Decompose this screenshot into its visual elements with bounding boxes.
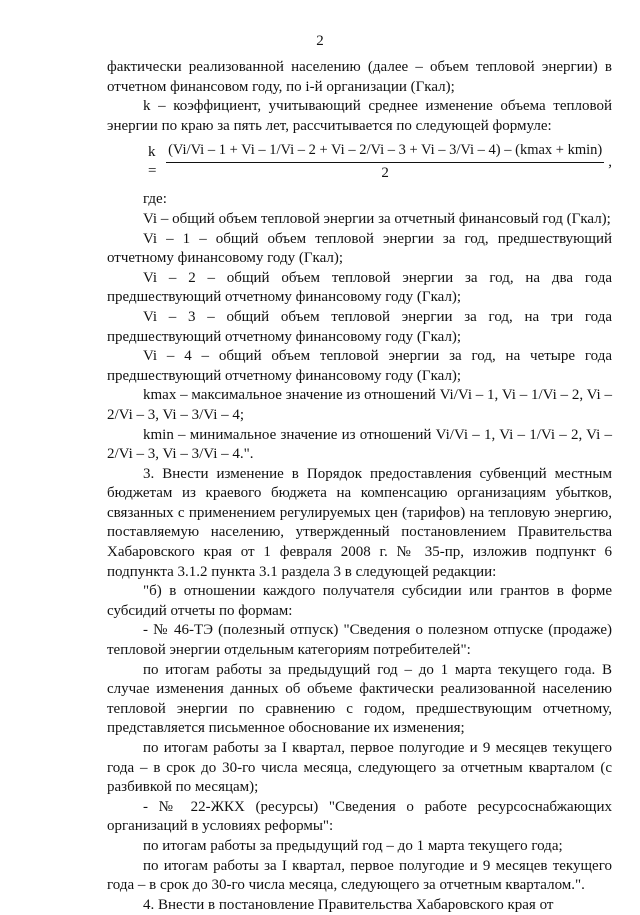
definition-vi-3: Vi – 3 – общий объем тепловой энергии за год, на три года предшествующий отчетному финансовому году (Гкал); [107, 308, 612, 345]
paragraph: "б) в отношении каждого получателя субсидии или грантов в форме субсидий отчеты по формам: [107, 583, 612, 619]
formula-fraction [166, 141, 604, 183]
paragraph: по итогам работы за предыдущий год – до 1 марта текущего года; [143, 837, 563, 854]
paragraph: по итогам работы за I квартал, первое полугодие и 9 месяцев текущего года – в срок до 30-го числа месяца, следующего за отчетным кварталом (с разбивкой по месяцам); [107, 740, 612, 796]
definition-kmax: kmax – максимальное значение из отношений Vi/Vi – 1, Vi – 1/Vi – 2, Vi – 2/Vi – 3, Vi – 3/Vi – 4; [107, 387, 612, 423]
definition-kmin: kmin – минимальное значение из отношений Vi/Vi – 1, Vi – 1/Vi – 2, Vi – 2/Vi – 3, Vi – 3/Vi – 4.". [107, 426, 612, 463]
formula-comma: , [608, 153, 612, 170]
paragraph: - № 46-ТЭ (полезный отпуск) "Сведения о полезном отпуске (продаже) тепловой энергии отдельным категориям потребителей": [107, 622, 612, 659]
definition-vi: Vi – общий объем тепловой энергии за отчетный финансовый год (Гкал); [143, 210, 611, 227]
paragraph-item-3: 3. Внести изменение в Порядок предоставления субвенций местным бюджетам из краевого бюджета на компенсацию организациям убытков, связанных с применением регулируемых цен (тарифов) на тепловую энергию, поставляемую населению, утвержденный постановлением Правительства Хабаровского края от 1 февраля 2008 г. № 35-пр, изложив подпункт 6 подпункта 3.1.2 пункта 3.1 раздела 3 в следующей редакции: [107, 465, 612, 580]
definition-vi-2: Vi – 2 – общий объем тепловой энергии за год, на два года предшествующий отчетному финансовому году (Гкал); [107, 269, 612, 306]
formula-numerator: (Vi/Vi – 1 + Vi – 1/Vi – 2 + Vi – 2/Vi – 3 + Vi – 3/Vi – 4) – (kmax + kmin) [166, 141, 604, 163]
paragraph: по итогам работы за I квартал, первое полугодие и 9 месяцев текущего года – в срок до 30-го числа месяца, следующего за отчетным кварталом.". [107, 857, 612, 894]
paragraph: фактически реализованной населению (далее – объем тепловой энергии) в отчетном финансовом году, по i-й организации (Гкал); [107, 59, 612, 95]
formula-lhs: k = [148, 143, 157, 180]
paragraph: по итогам работы за предыдущий год – до 1 марта текущего года. В случае изменения данных об объеме фактически реализованной населению тепловой энергии по сравнению с годом, предшествующим отчетному, представляется письменное обоснование их изменения; [107, 661, 612, 737]
page-number: 2 [316, 33, 324, 49]
paragraph: где: [143, 191, 167, 208]
paragraph-item-4: 4. Внести в постановление Правительства Хабаровского края от [143, 896, 554, 913]
paragraph: k – коэффициент, учитывающий среднее изменение объема тепловой энергии по краю за пять лет, рассчитывается по следующей формуле: [107, 98, 612, 134]
formula-denominator: 2 [381, 164, 389, 181]
definition-vi-4: Vi – 4 – общий объем тепловой энергии за год, на четыре года предшествующий отчетному финансовому году (Гкал); [107, 348, 612, 384]
definition-vi-1: Vi – 1 – общий объем тепловой энергии за год, предшествующий отчетному финансовому году (Гкал); [107, 230, 612, 267]
document-body [107, 58, 612, 915]
formula [148, 142, 612, 182]
paragraph: - № 22-ЖКХ (ресурсы) "Сведения о работе ресурсоснабжающих организаций в условиях реформы": [107, 798, 612, 835]
